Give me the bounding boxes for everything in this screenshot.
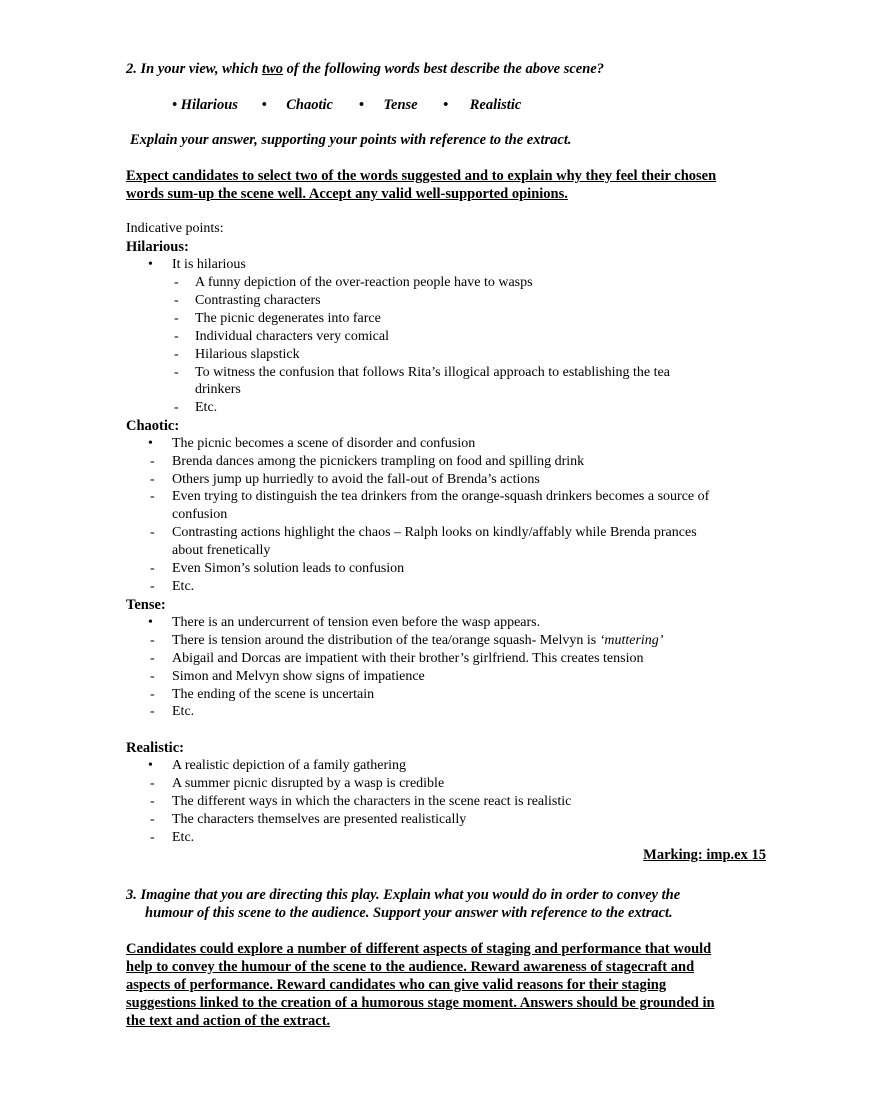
- examiner-guidance-line: aspects of performance. Reward candidates who can give valid reasons for their staging: [126, 977, 667, 993]
- list-item: A summer picnic disrupted by a wasp is credible: [172, 776, 445, 791]
- examiner-guidance-line: the text and action of the extract.: [126, 1013, 331, 1029]
- list-item-continuation: confusion: [172, 507, 228, 522]
- list-item: Etc.: [172, 830, 195, 845]
- question-2-text-before: In your view, which: [140, 61, 263, 77]
- heading-realistic: Realistic:: [126, 740, 184, 756]
- list-item-continuation: about frenetically: [172, 543, 271, 558]
- dash: -: [174, 400, 179, 415]
- question-2-emphasis: two: [262, 61, 283, 77]
- list-item: Brenda dances among the picnickers trampling on food and spilling drink: [172, 454, 585, 469]
- list-item: Etc.: [195, 400, 218, 415]
- bullet: •: [148, 615, 153, 630]
- dash: -: [150, 579, 155, 594]
- list-item: Others jump up hurriedly to avoid the fall-out of Brenda’s actions: [172, 472, 540, 487]
- quote-muttering: ‘muttering’: [599, 633, 664, 648]
- question-2: [126, 60, 604, 78]
- bullet: •: [148, 436, 153, 451]
- bullet: •: [148, 257, 153, 272]
- list-item: Simon and Melvyn show signs of impatience: [172, 669, 425, 684]
- dash: -: [150, 687, 155, 702]
- dash: -: [150, 794, 155, 809]
- list-item: Even Simon’s solution leads to confusion: [172, 561, 405, 576]
- list-item: The characters themselves are presented realistically: [172, 812, 467, 827]
- heading-tense: Tense:: [126, 597, 166, 613]
- marking-scheme: Marking: imp.ex 15: [643, 847, 766, 863]
- option-chaotic: Chaotic: [286, 97, 333, 113]
- list-item: Contrasting characters: [195, 293, 321, 308]
- dash: -: [174, 311, 179, 326]
- list-item: To witness the confusion that follows Rita’s illogical approach to establishing the tea: [195, 365, 670, 380]
- tense-line-text: There is tension around the distribution of the tea/orange squash- Melvyn is: [172, 633, 600, 648]
- dash: -: [150, 669, 155, 684]
- dash: -: [174, 347, 179, 362]
- list-item: It is hilarious: [172, 257, 246, 272]
- dash: -: [174, 329, 179, 344]
- list-item-continuation: drinkers: [195, 382, 241, 397]
- list-item: The picnic becomes a scene of disorder and confusion: [172, 436, 476, 451]
- option-separator: •: [443, 97, 449, 113]
- indicative-points-label: Indicative points:: [126, 221, 224, 236]
- list-item: Contrasting actions highlight the chaos – Ralph looks on kindly/affably while Brenda prances: [172, 525, 697, 540]
- dash: -: [150, 525, 155, 540]
- dash: -: [150, 651, 155, 666]
- option-hilarious: • Hilarious: [172, 97, 238, 113]
- dash: -: [150, 472, 155, 487]
- dash: -: [150, 454, 155, 469]
- list-item: A funny depiction of the over-reaction people have to wasps: [195, 275, 533, 290]
- dash: -: [150, 776, 155, 791]
- question-3-line: 3. Imagine that you are directing this play. Explain what you would do in order to convey the: [126, 887, 681, 903]
- dash: -: [150, 830, 155, 845]
- question-3-line: humour of this scene to the audience. Support your answer with reference to the extract.: [145, 905, 673, 921]
- list-item: [172, 632, 663, 650]
- word-options: [172, 96, 521, 114]
- examiner-guidance-line: help to convey the humour of the scene to the audience. Reward awareness of stagecraft and: [126, 959, 695, 975]
- dash: -: [150, 489, 155, 504]
- list-item: The picnic degenerates into farce: [195, 311, 381, 326]
- dash: -: [150, 704, 155, 719]
- examiner-guidance-line: Candidates could explore a number of different aspects of staging and performance that would: [126, 941, 712, 957]
- list-item: Etc.: [172, 704, 195, 719]
- heading-hilarious: Hilarious:: [126, 239, 189, 255]
- heading-chaotic: Chaotic:: [126, 418, 180, 434]
- dash: -: [150, 633, 155, 648]
- list-item: There is an undercurrent of tension even before the wasp appears.: [172, 615, 541, 630]
- dash: -: [150, 812, 155, 827]
- option-realistic: Realistic: [469, 97, 522, 113]
- list-item: The ending of the scene is uncertain: [172, 687, 375, 702]
- examiner-guidance-line: suggestions linked to the creation of a humorous stage moment. Answers should be grounded in: [126, 995, 715, 1011]
- question-2-instruction: Explain your answer, supporting your points with reference to the extract.: [130, 132, 572, 148]
- list-item: Even trying to distinguish the tea drinkers from the orange-squash drinkers becomes a source of: [172, 489, 710, 504]
- question-2-number: 2.: [126, 61, 137, 77]
- dash: -: [174, 365, 179, 380]
- list-item: The different ways in which the characters in the scene react is realistic: [172, 794, 572, 809]
- option-separator: •: [261, 97, 267, 113]
- list-item: A realistic depiction of a family gathering: [172, 758, 407, 773]
- list-item: Etc.: [172, 579, 195, 594]
- list-item: Abigail and Dorcas are impatient with their brother’s girlfriend. This creates tension: [172, 651, 644, 666]
- dash: -: [174, 275, 179, 290]
- examiner-guidance-line: words sum-up the scene well. Accept any valid well-supported opinions.: [126, 186, 568, 202]
- option-tense: Tense: [383, 97, 418, 113]
- dash: -: [174, 293, 179, 308]
- option-separator: •: [358, 97, 364, 113]
- bullet: •: [148, 758, 153, 773]
- list-item: Hilarious slapstick: [195, 347, 300, 362]
- dash: -: [150, 561, 155, 576]
- examiner-guidance-line: Expect candidates to select two of the words suggested and to explain why they feel their chosen: [126, 168, 717, 184]
- question-2-text-after: of the following words best describe the above scene?: [282, 61, 604, 77]
- list-item: Individual characters very comical: [195, 329, 389, 344]
